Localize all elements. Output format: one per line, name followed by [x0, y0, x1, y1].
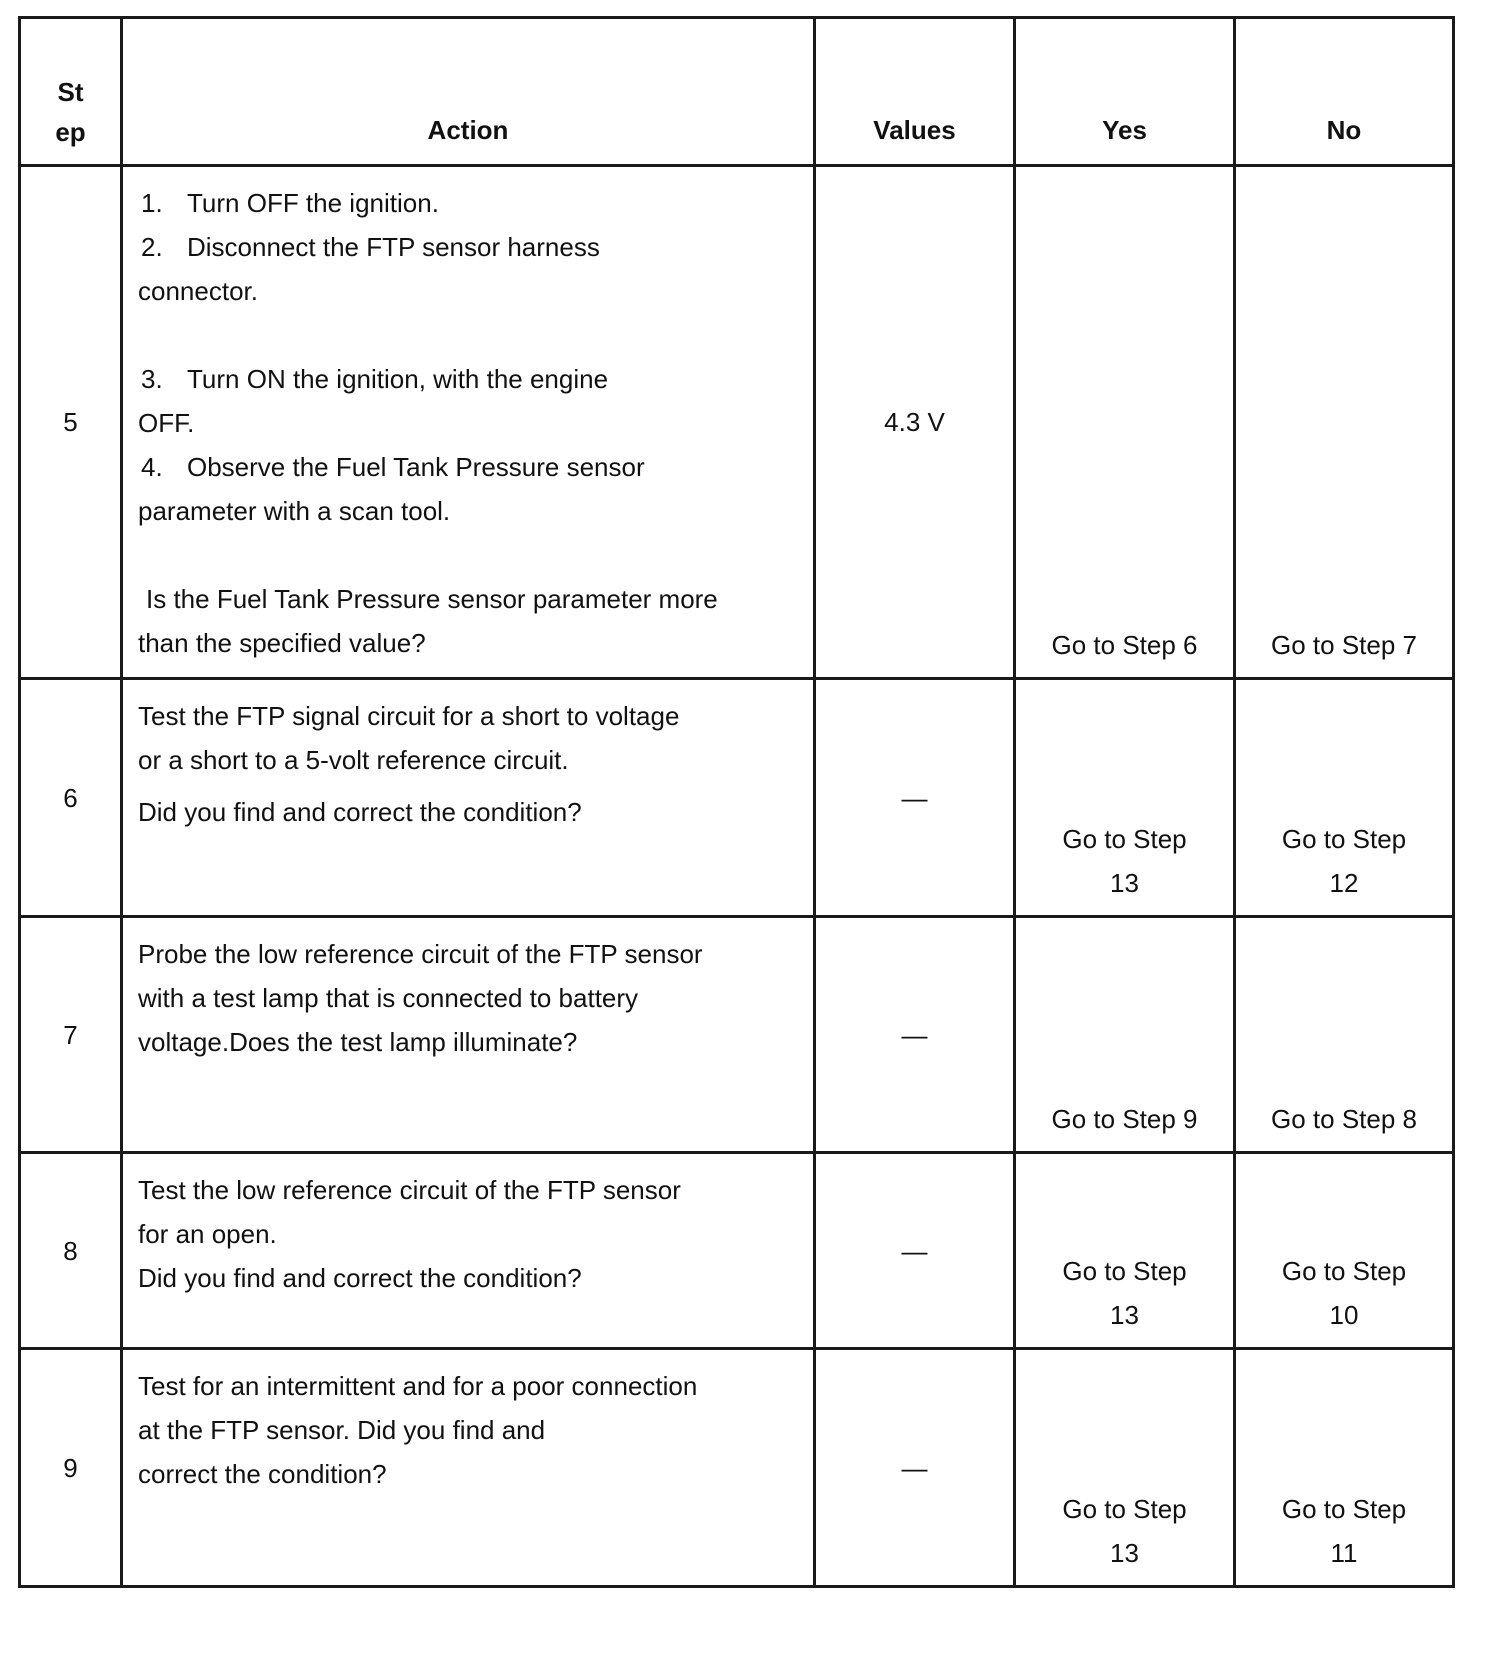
action-cell [122, 1153, 815, 1349]
no-line1: Go to Step [1281, 1494, 1407, 1524]
header-step-line1: St [57, 77, 84, 107]
step-number: 9 [20, 1349, 122, 1587]
yes-cell: Go to Step 9 [1015, 917, 1235, 1153]
no-line1: Go to Step [1281, 824, 1407, 854]
header-yes: Yes [1015, 18, 1235, 166]
no-cell [1235, 679, 1454, 917]
action-cell [122, 679, 815, 917]
action-question: Did you find and correct the condition? [138, 797, 582, 827]
action-item: 4. Observe the Fuel Tank Pressure sensor [141, 452, 645, 482]
value-dash: — [901, 782, 928, 813]
action-line: or a short to a 5-volt reference circuit. [138, 745, 569, 775]
yes-cell: Go to Step 6 [1015, 166, 1235, 679]
action-item-continuation: OFF. [138, 408, 195, 438]
header-values: Values [815, 18, 1015, 166]
action-line: for an open. [138, 1219, 277, 1249]
header-step-line2: ep [55, 117, 86, 147]
table-row [20, 679, 1454, 917]
no-line2: 10 [1329, 1300, 1359, 1330]
header-step [20, 18, 122, 166]
no-cell: Go to Step 8 [1235, 917, 1454, 1153]
value-cell [815, 679, 1015, 917]
header-action: Action [122, 18, 815, 166]
no-line1: Go to Step [1281, 1256, 1407, 1286]
action-line: at the FTP sensor. Did you find and [138, 1415, 546, 1445]
action-question-continuation: than the specified value? [138, 628, 426, 658]
value-cell [815, 1349, 1015, 1587]
action-item: 3. Turn ON the ignition, with the engine [141, 364, 609, 394]
action-line: Test the FTP signal circuit for a short to voltage [138, 701, 680, 731]
yes-line1: Go to Step [1062, 1494, 1187, 1524]
action-cell [122, 1349, 815, 1587]
yes-cell [1015, 679, 1235, 917]
diagnostic-table [18, 16, 1455, 1588]
step-number: 8 [20, 1153, 122, 1349]
action-cell [122, 166, 815, 679]
no-cell [1235, 1349, 1454, 1587]
no-line2: 11 [1330, 1538, 1358, 1568]
action-line: Probe the low reference circuit of the FTP sensor [138, 939, 703, 969]
action-item: 1. Turn OFF the ignition. [141, 188, 439, 218]
action-item: 2. Disconnect the FTP sensor harness [141, 232, 600, 262]
no-cell [1235, 1153, 1454, 1349]
action-line: Test for an intermittent and for a poor connection [138, 1371, 698, 1401]
yes-line2: 13 [1110, 1300, 1139, 1330]
value-dash: — [901, 1019, 928, 1050]
action-cell [122, 917, 815, 1153]
action-line: with a test lamp that is connected to battery [138, 983, 639, 1013]
value-cell: 4.3 V [815, 166, 1015, 679]
value-cell [815, 1153, 1015, 1349]
action-line: Test the low reference circuit of the FTP sensor [138, 1175, 681, 1205]
table-row [20, 917, 1454, 1153]
value-dash: — [901, 1452, 928, 1483]
action-item-continuation: parameter with a scan tool. [138, 496, 451, 526]
step-number: 5 [20, 166, 122, 679]
value-dash: — [901, 1235, 928, 1266]
step-number: 6 [20, 679, 122, 917]
yes-line2: 13 [1110, 1538, 1139, 1568]
step-number: 7 [20, 917, 122, 1153]
yes-cell [1015, 1349, 1235, 1587]
table-row [20, 166, 1454, 679]
yes-line1: Go to Step [1062, 824, 1187, 854]
value-cell [815, 917, 1015, 1153]
action-line: correct the condition? [138, 1459, 387, 1489]
no-line2: 12 [1329, 868, 1359, 898]
action-line: voltage.Does the test lamp illuminate? [138, 1027, 578, 1057]
yes-line1: Go to Step [1062, 1256, 1187, 1286]
no-cell: Go to Step 7 [1235, 166, 1454, 679]
yes-line2: 13 [1110, 868, 1139, 898]
action-question: Did you find and correct the condition? [138, 1263, 582, 1293]
action-question: Is the Fuel Tank Pressure sensor parameter more [146, 584, 718, 614]
header-no: No [1235, 18, 1454, 166]
header-row [20, 18, 1454, 166]
yes-cell [1015, 1153, 1235, 1349]
action-item-continuation: connector. [138, 276, 258, 306]
table-row [20, 1153, 1454, 1349]
table-row [20, 1349, 1454, 1587]
